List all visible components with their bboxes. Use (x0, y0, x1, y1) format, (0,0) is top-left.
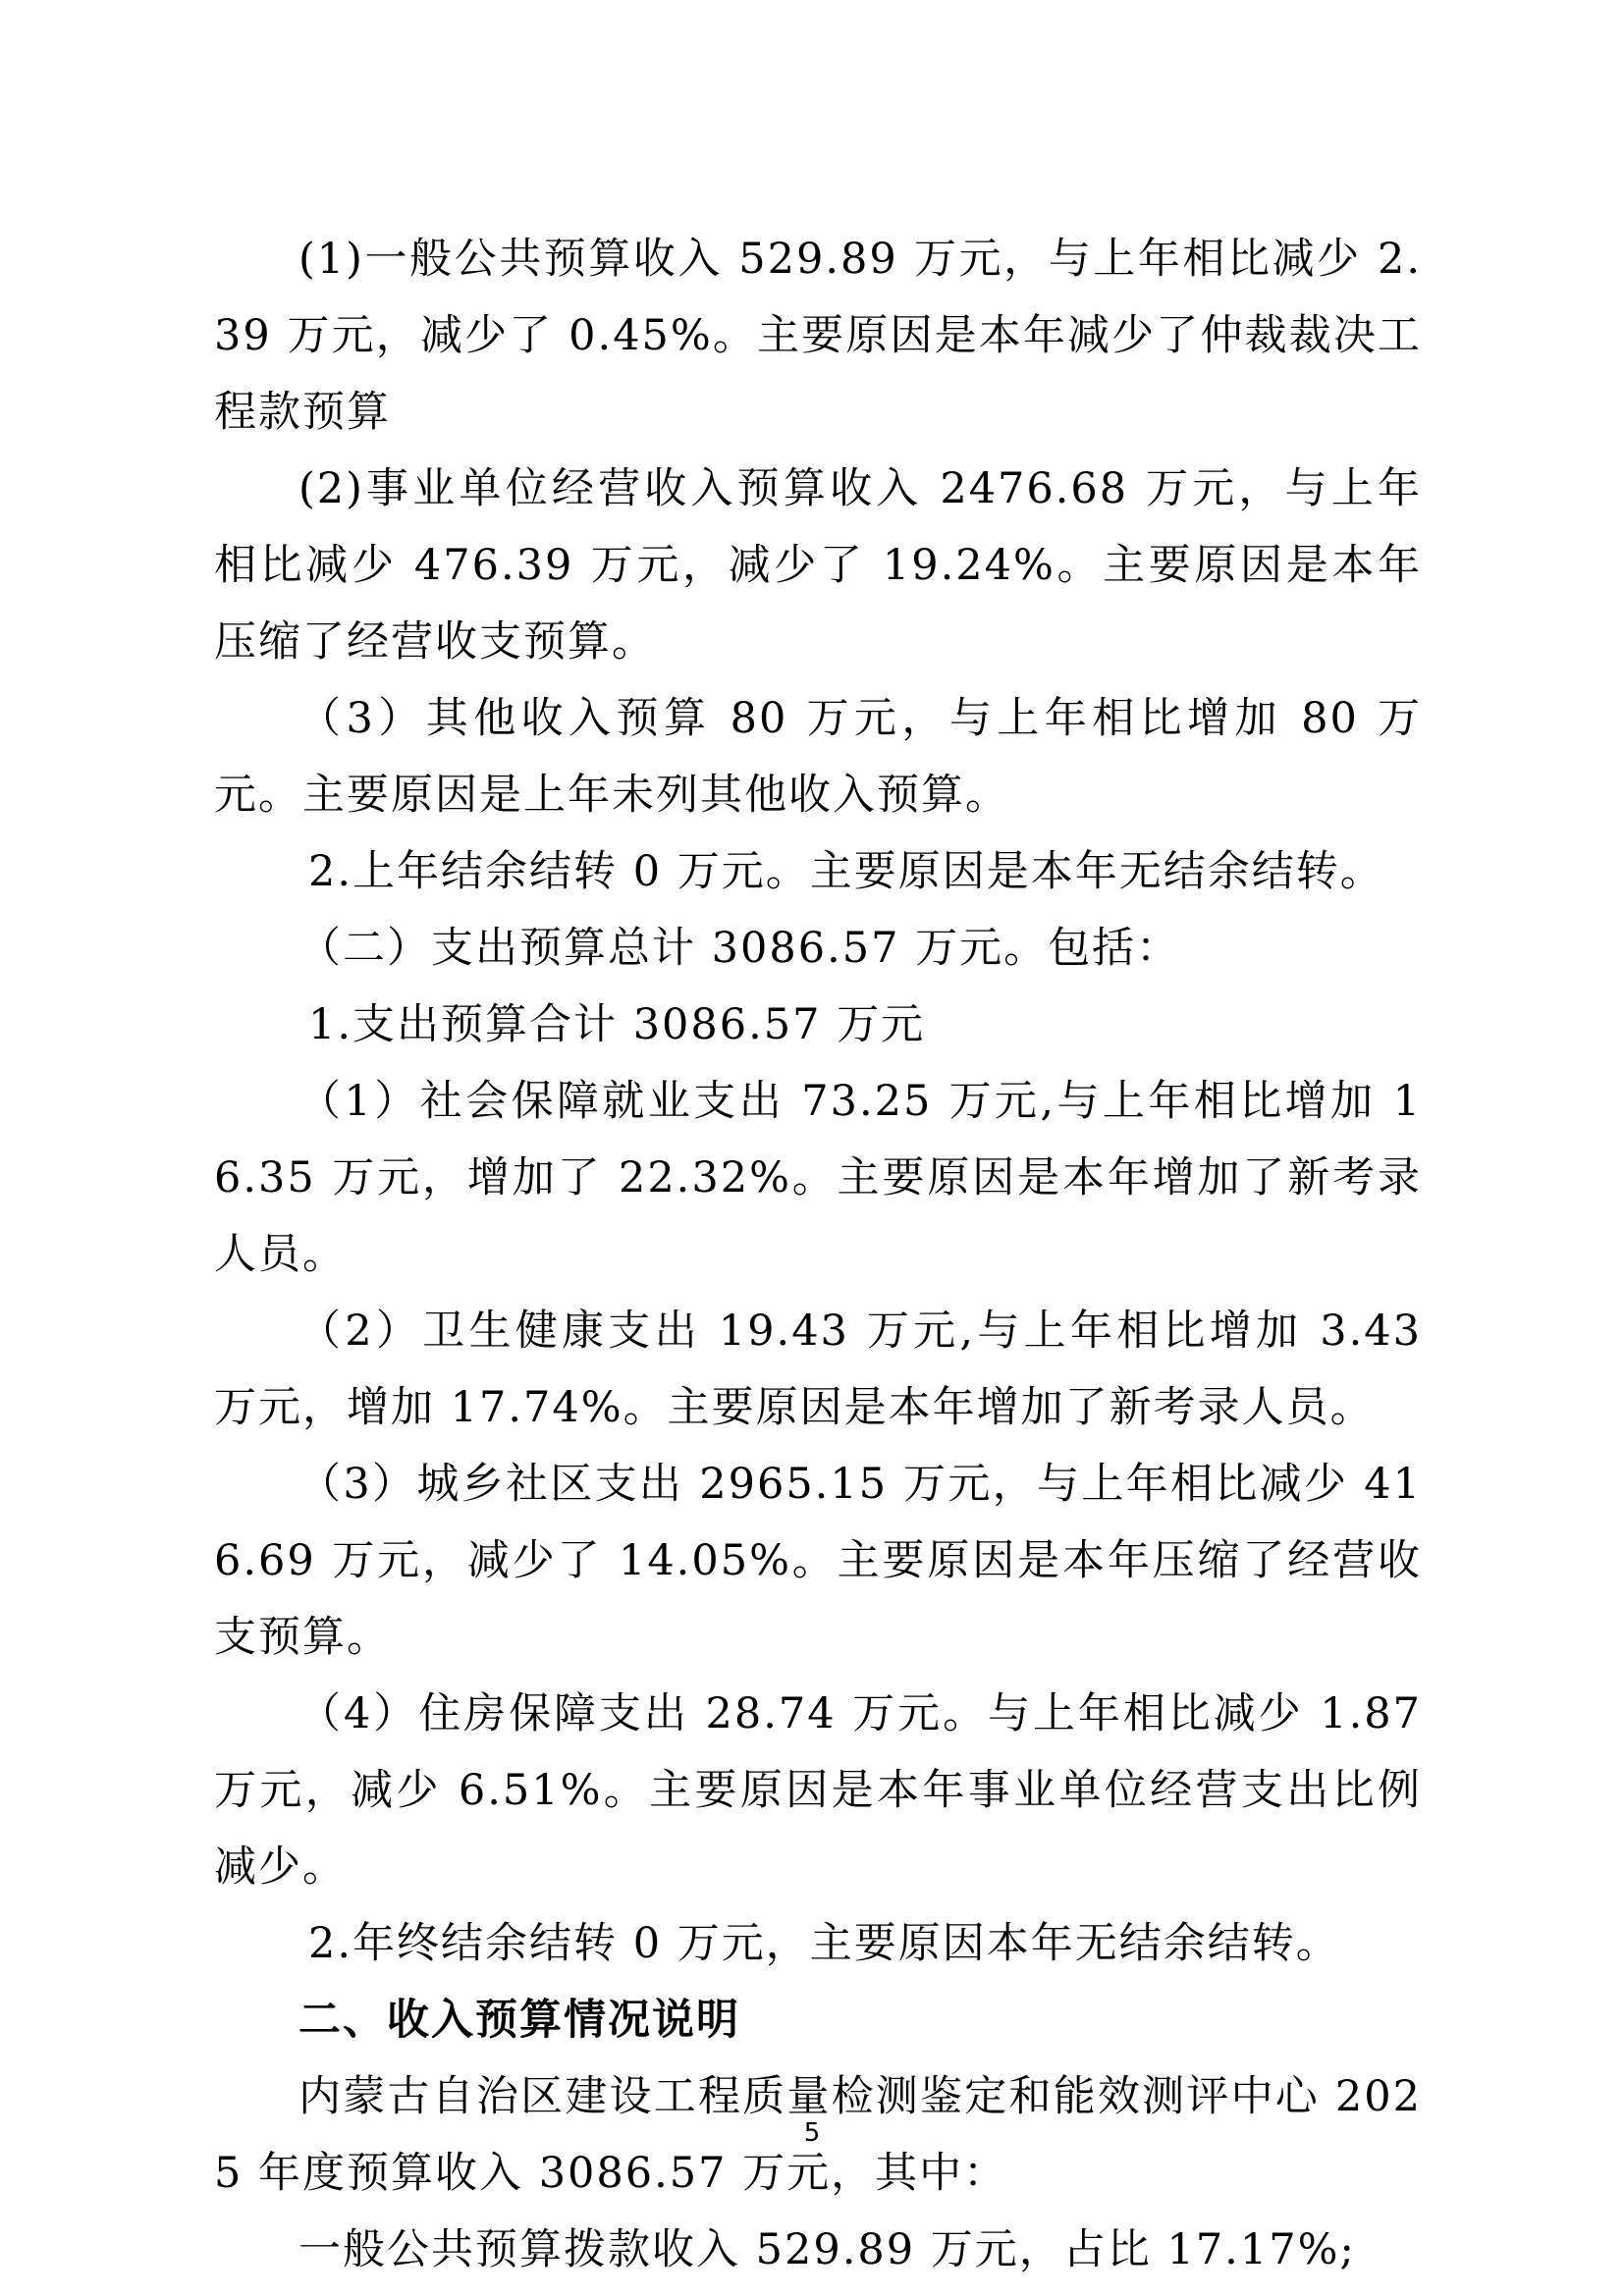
paragraph-income-general-public: (1)一般公共预算收入 529.89 万元，与上年相比减少 2.39 万元，减少了 0.45%。主要原因是本年减少了仲裁裁决工程款预算 (214, 235, 1422, 437)
document-body (214, 221, 1422, 2288)
paragraph-income-general-appropriation: 一般公共预算拨款收入 529.89 万元，占比 17.17%; (298, 2225, 1356, 2274)
paragraph-expenditure-health: （2）卫生健康支出 19.43 万元,与上年相比增加 3.43 万元，增加 17.74%。主要原因是本年增加了新考录人员。 (214, 1307, 1422, 1432)
paragraph-income-summary: 内蒙古自治区建设工程质量检测鉴定和能效测评中心 2025 年度预算收入 3086.57 万元，其中： (214, 2072, 1422, 2198)
paragraph-expenditure-total: （二）支出预算总计 3086.57 万元。包括： (298, 924, 1181, 973)
paragraph-income-other: （3）其他收入预算 80 万元，与上年相比增加 80 万元。主要原因是上年未列其他收入预算。 (214, 694, 1422, 820)
paragraph-carryover-year-end: 2.年终结余结转 0 万元，主要原因本年无结余结转。 (308, 1919, 1340, 1968)
paragraph-expenditure-social-security: （1）社会保障就业支出 73.25 万元,与上年相比增加 16.35 万元，增加了 22.32%。主要原因是本年增加了新考录人员。 (214, 1077, 1422, 1279)
page-number: 5 (803, 2118, 821, 2148)
section-heading: 二、收入预算情况说明 (298, 1996, 740, 2045)
paragraph-income-operating: (2)事业单位经营收入预算收入 2476.68 万元，与上年相比减少 476.39 万元，减少了 19.24%。主要原因是本年压缩了经营收支预算。 (214, 464, 1422, 667)
paragraph-expenditure-community: （3）城乡社区支出 2965.15 万元，与上年相比减少 416.69 万元，减少了 14.05%。主要原因是本年压缩了经营收支预算。 (214, 1460, 1422, 1662)
paragraph-expenditure-sum: 1.支出预算合计 3086.57 万元 (308, 1000, 926, 1049)
paragraph-expenditure-housing: （4）住房保障支出 28.74 万元。与上年相比减少 1.87 万元，减少 6.51%。主要原因是本年事业单位经营支出比例减少。 (214, 1689, 1422, 1892)
paragraph-carryover-last-year: 2.上年结余结转 0 万元。主要原因是本年无结余结转。 (308, 847, 1384, 896)
